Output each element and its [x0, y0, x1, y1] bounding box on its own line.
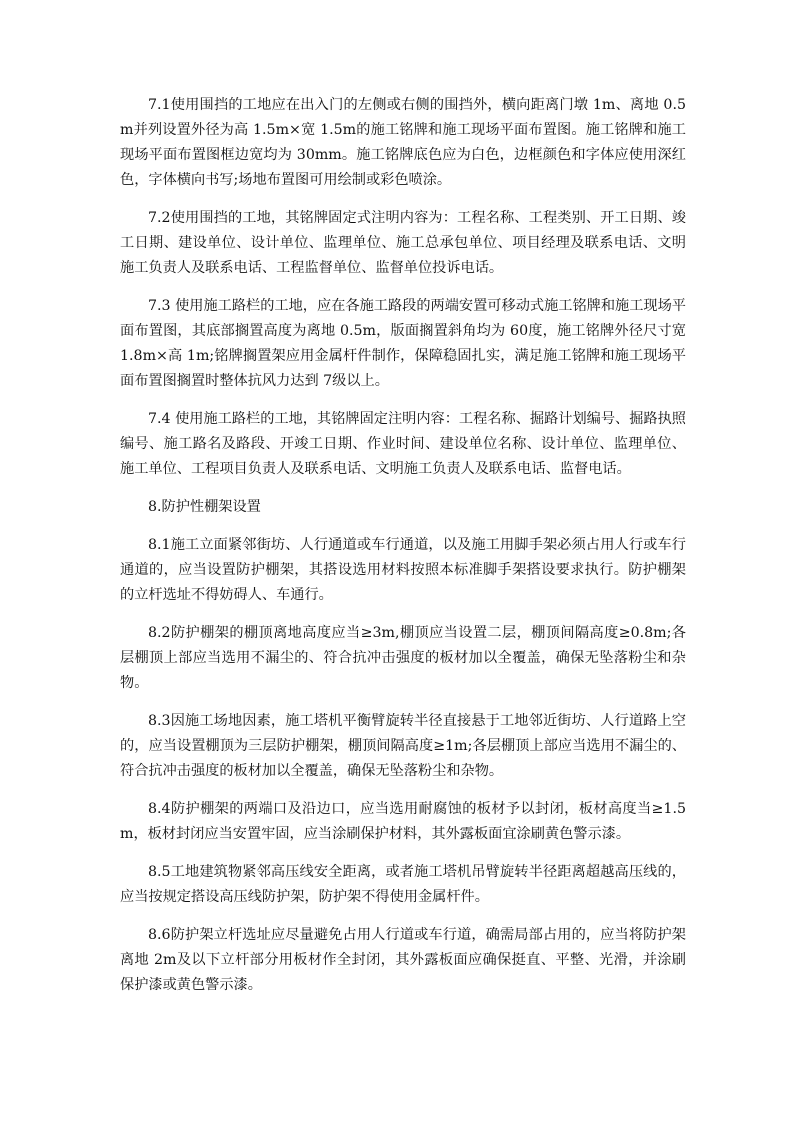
paragraph-7-1: 7.1使用围挡的工地应在出入门的左侧或右侧的围挡外，横向距离门墩 1m、离地 0.5m并列设置外径为高 1.5m×宽 1.5m的施工铭牌和施工现场平面布置图。施工铭牌和施工现场平面布置图框边宽均为 30mm。施工铭牌底色应为白色，边框颜色和字体应使用深红色，字体横向书写;场地布置图可用绘制或彩色喷涂。: [120, 97, 686, 188]
document-body: [120, 93, 686, 1011]
paragraph-8-1: 8.1施工立面紧邻街坊、人行通道或车行通道，以及施工用脚手架必须占用人行或车行通道的，应当设置防护棚架，其搭设选用材料按照本标准脚手架搭设要求执行。防护棚架的立杆选址不得妨碍人、车通行。: [120, 537, 686, 603]
paragraph-8-3: 8.3因施工场地因素，施工塔机平衡臂旋转半径直接悬于工地邻近街坊、人行道路上空的，应当设置棚顶为三层防护棚架，棚顶间隔高度≥1m;各层棚顶上部应当选用不漏尘的、符合抗冲击强度的板材加以全覆盖，确保无坠落粉尘和杂物。: [120, 713, 686, 779]
paragraph-7-2: 7.2使用围挡的工地，其铭牌固定式注明内容为：工程名称、工程类别、开工日期、竣工日期、建设单位、设计单位、监理单位、施工总承包单位、项目经理及联系电话、文明施工负责人及联系电话、工程监督单位、监督单位投诉电话。: [120, 210, 686, 276]
paragraph-7-4: 7.4 使用施工路栏的工地，其铭牌固定注明内容：工程名称、掘路计划编号、掘路执照编号、施工路名及路段、开竣工日期、作业时间、建设单位名称、设计单位、监理单位、施工单位、工程项目负责人及联系电话、文明施工负责人及联系电话、监督电话。: [120, 411, 686, 477]
paragraph-8-4: 8.4防护棚架的两端口及沿边口，应当选用耐腐蚀的板材予以封闭，板材高度当≥1.5m，板材封闭应当安置牢固，应当涂刷保护材料，其外露板面宜涂刷黄色警示漆。: [120, 801, 686, 842]
paragraph-8-5: 8.5工地建筑物紧邻高压线安全距离，或者施工塔机吊臂旋转半径距离超越高压线的，应当按规定搭设高压线防护架，防护架不得使用金属杆件。: [120, 864, 686, 905]
paragraph-8-2: 8.2防护棚架的棚顶离地高度应当≥3m,棚顶应当设置二层，棚顶间隔高度≥0.8m;各层棚顶上部应当选用不漏尘的、符合抗冲击强度的板材加以全覆盖，确保无坠落粉尘和杂物。: [120, 625, 686, 691]
paragraph-8-6: 8.6防护架立杆选址应尽量避免占用人行道或车行道，确需局部占用的，应当将防护架离地 2m及以下立杆部分用板材作全封闭，其外露板面应确保挺直、平整、光滑，并涂刷保护漆或黄色警示漆。: [120, 927, 686, 993]
section-heading-8: 8.防护性棚架设置: [148, 499, 261, 515]
paragraph-7-3: 7.3 使用施工路栏的工地，应在各施工路段的两端安置可移动式施工铭牌和施工现场平面布置图，其底部搁置高度为离地 0.5m，版面搁置斜角均为 60度，施工铭牌外径尺寸宽 1.8m×高 1m;铭牌搁置架应用金属杆件制作，保障稳固扎实，满足施工铭牌和施工现场平面布置图搁置时整体抗风力达到 7级以上。: [120, 298, 686, 389]
